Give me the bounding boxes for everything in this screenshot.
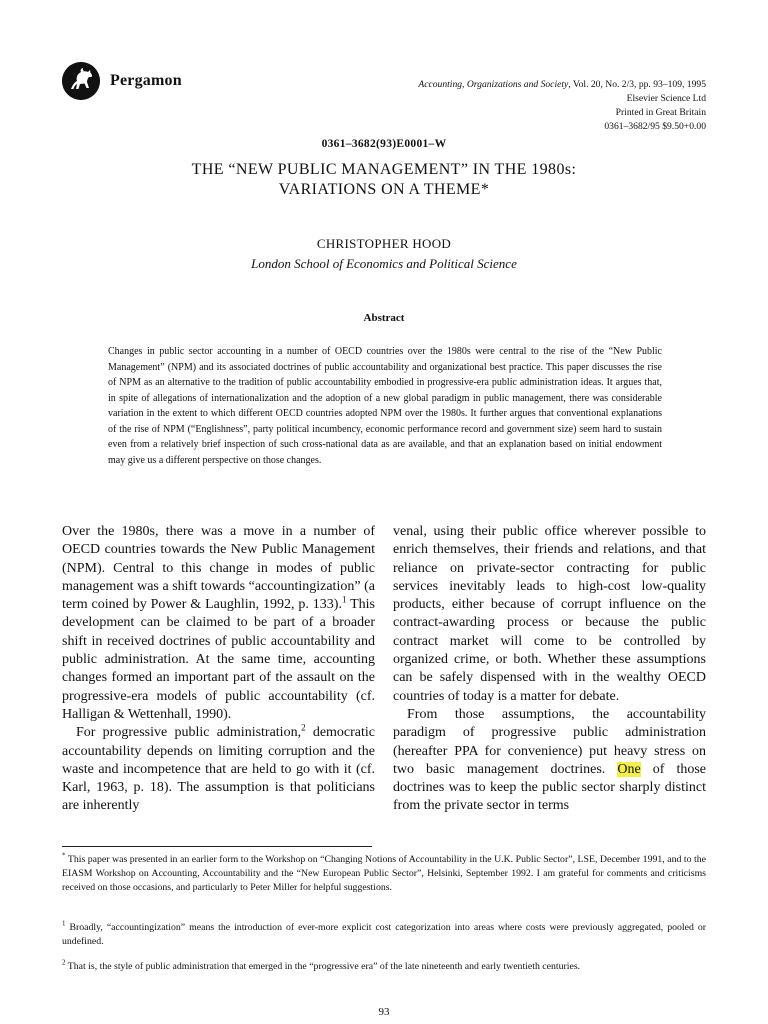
journal-citation	[346, 78, 706, 134]
body-column-left	[62, 523, 375, 816]
body-text: From those assumptions, the accountability paradigm of progressive public administration (hereafter PPA for convenience) put heavy stress on two basic management doctrines.	[393, 706, 706, 777]
footnote-text: Broadly, “accountingization” means the introduction of ever-more explicit cost categorization into areas where costs were previously aggregated, pooled or undefined.	[62, 922, 706, 947]
abstract-heading: Abstract	[363, 312, 405, 324]
footnote-3	[62, 960, 706, 974]
page-number: 93	[378, 1006, 390, 1018]
article-doi: 0361–3682(93)E0001–W	[321, 138, 447, 150]
journal-line-1	[346, 78, 706, 92]
journal-name: Accounting, Organizations and Society	[418, 79, 569, 90]
highlighted-word[interactable]: One	[617, 761, 641, 777]
body-paragraph	[62, 523, 375, 724]
footnote-mark: 2	[62, 958, 66, 967]
footnote-text: That is, the style of public administration that emerged in the “progressive era” of the late nineteenth and early twentieth centuries.	[65, 961, 581, 972]
footnote-1	[62, 853, 706, 895]
footnote-divider	[62, 846, 372, 847]
author-name: CHRISTOPHER HOOD	[316, 236, 452, 251]
footnote-ref[interactable]: 1	[341, 594, 347, 605]
article-title-line-1: THE “NEW PUBLIC MANAGEMENT” IN THE 1980s:	[191, 161, 577, 178]
footnote-2	[62, 921, 706, 949]
footnote-text: This paper was presented in an earlier form to the Workshop on “Changing Notions of Accountability in the U.K. Public Sector”, LSE, December 1991, and to the EIASM Workshop on Accounting, Accountability and the “New European Public Sector”, Helsinki, September 1992. I am grateful for comments and criticisms received on those occasions, and particularly to Peter Miller for helpful suggestions.	[62, 854, 706, 893]
body-paragraph: venal, using their public office wherever possible to enrich themselves, their friends and relations, and that reliance on private-sector contracting for public services inevitably leads to high-cost low-quality products, either because of corrupt influence on the contract-awarding process or because the public contract market will come to be controlled by organized crime, or both. Whether these assumptions can be safely dispensed with in the wealthy OECD countries of today is a matter for debate.	[393, 524, 706, 704]
body-text: Over the 1980s, there was a move in a number of OECD countries towards the New Public Management (NPM). Central to this change in modes of public management was a shift towards “accountingization” (a term coined by Power & Laughlin, 1992, p. 133).	[62, 524, 375, 613]
pergamon-horse-logo-icon	[62, 62, 100, 100]
body-text: For progressive public administration,	[76, 725, 302, 741]
publisher-logo	[62, 62, 182, 100]
footnote-mark: 1	[62, 919, 66, 928]
abstract-text: Changes in public sector accounting in a number of OECD countries over the 1980s were central to the rise of the “New Public Management” (NPM) and its associated doctrines of public accountability and organizational best practice. This paper discusses the rise of NPM as an alternative to the tradition of public accountability embodied in progressive-era public administration ideas. It argues that, in spite of allegations of internationalization and the adoption of a new global paradigm in public management, there was considerable variation in the extent to which different OECD countries adopted NPM over the 1980s. It further argues that conventional explanations of the rise of NPM (“Englishness”, party political incumbency, economic performance record and government size) seem hard to sustain even from a relatively brief inspection of such cross-national data as are available, and that an explanation based on initial endowment may give us a different perspective on those changes.	[108, 346, 662, 466]
journal-line-3: Printed in Great Britain	[615, 107, 706, 118]
journal-line-4: 0361–3682/95 $9.50+0.00	[604, 121, 706, 132]
author-affiliation: London School of Economics and Political Science	[251, 256, 517, 271]
article-title-line-2: VARIATIONS ON A THEME*	[278, 181, 490, 198]
body-text: democratic accountability depends on limiting corruption and the waste and incompetence that are held to go with it (cf. Karl, 1963, p. 18). The assumption is that politicians are inherently	[62, 725, 376, 814]
journal-volume-details: , Vol. 20, No. 2/3, pp. 93–109, 1995	[568, 79, 706, 90]
body-text: of those doctrines was to keep the public sector sharply distinct from the private sector in terms	[393, 761, 707, 814]
body-column-right	[393, 523, 706, 816]
publisher-name: Pergamon	[110, 72, 182, 89]
journal-line-2: Elsevier Science Ltd	[626, 93, 706, 104]
body-text: This development can be claimed to be part of a broader shift in received doctrines of public accountability and public administration. At the same time, accounting changes formed an important part of the assault on the progressive-era models of public accountability (cf. Halligan & Wettenhall, 1990).	[62, 597, 375, 722]
article-title	[0, 160, 768, 200]
footnote-ref[interactable]: 2	[301, 722, 306, 733]
footnote-mark: *	[62, 851, 66, 860]
body-paragraph	[62, 724, 375, 815]
body-paragraph	[393, 706, 706, 816]
